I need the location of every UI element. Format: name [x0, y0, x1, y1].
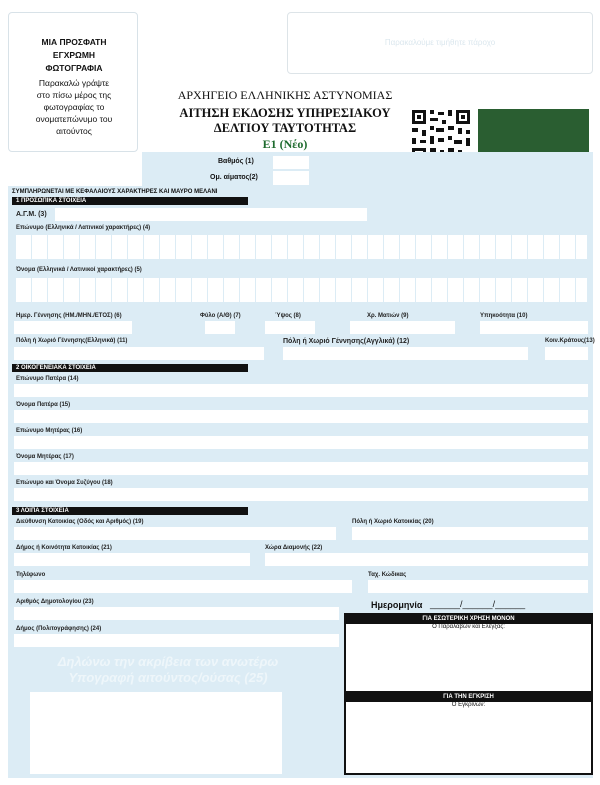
approval-heading: ΓΙΑ ΤΗΝ ΕΓΚΡΙΣΗ: [346, 693, 591, 702]
city-label: Πόλη ή Χωριό Κατοικίας (20): [352, 519, 434, 525]
height-label: Ύψος (8): [275, 313, 301, 319]
photo-title-line: ΦΩΤΟΓΡΑΦΙΑ: [45, 63, 103, 73]
photo-note-line: στο πίσω μέρος της: [36, 90, 112, 100]
mother-surname-label: Επώνυμο Μητέρας (16): [16, 428, 83, 434]
date-label: Ημερομηνία: [371, 600, 423, 610]
birthplace-greek-label: Πόλη ή Χωριό Γέννησης(Ελληνικά) (11): [16, 338, 128, 344]
surname-label: Επώνυμο (Ελληνικά / Λατινικοί χαρακτήρες) (4): [16, 225, 151, 231]
issuer-heading: ΑΡΧΗΓΕΙΟ ΕΛΛΗΝΙΚΗΣ ΑΣΤΥΝΟΜΙΑΣ: [177, 88, 393, 102]
phone-label: Τηλέφωνο: [16, 572, 46, 578]
postcode-label: Ταχ. Κώδικας: [368, 572, 407, 578]
approver-label: Ο Εγκρίνων:: [451, 702, 486, 708]
blood-type-field[interactable]: [273, 171, 309, 185]
section-heading-family: 2 ΟΙΚΟΓΕΝΕΙΑΚΑ ΣΤΟΙΧΕΙΑ: [12, 364, 248, 372]
surname-field[interactable]: [14, 234, 588, 260]
postcode-field[interactable]: [368, 580, 588, 593]
photo-title: [12, 36, 136, 75]
country-label: Χώρα Διαμονής (22): [265, 545, 323, 551]
spouse-field[interactable]: [14, 488, 588, 501]
eye-color-label: Χρ. Ματιών (9): [367, 313, 409, 319]
spouse-label: Επώνυμο και Όνομα Συζύγου (18): [16, 480, 113, 486]
instructions-note: ΣΥΜΠΛΗΡΩΝΕΤΑΙ ΜΕ ΚΕΦΑΛΑΙΟΥΣ ΧΑΡΑΚΤΗΡΕΣ ΚΑΙ ΜΑΥΡΟ ΜΕΛΑΝΙ: [12, 189, 218, 195]
birthplace-latin-field[interactable]: [283, 347, 528, 360]
photo-note-line: ονοματεπώνυμο του: [35, 114, 113, 124]
birthplace-greek-field[interactable]: [14, 347, 264, 360]
father-name-label: Όνομα Πατέρα (15): [16, 402, 71, 408]
eye-color-field[interactable]: [350, 321, 455, 334]
receiver-label: Ο Παραλαβών και Ελέγξας:: [432, 624, 505, 630]
height-field[interactable]: [265, 321, 315, 334]
registry-number-field[interactable]: [14, 607, 339, 620]
sex-label: Φύλο (Α/Θ) (7): [200, 313, 241, 319]
municipality-field[interactable]: [14, 553, 250, 566]
city-field[interactable]: [352, 527, 588, 540]
sex-field[interactable]: [205, 321, 235, 334]
mother-surname-field[interactable]: [14, 436, 588, 449]
father-surname-label: Επώνυμο Πατέρα (14): [16, 376, 79, 382]
citizenship-field[interactable]: [480, 321, 588, 334]
form-title: [140, 106, 430, 136]
phone-field[interactable]: [14, 580, 352, 593]
registry-number-label: Αριθμός Δημοτολογίου (23): [16, 599, 94, 605]
photo-note-line: Παρακαλώ γράψτε: [38, 78, 110, 88]
name-field[interactable]: [14, 277, 588, 303]
grade-label: Βαθμός (1): [218, 158, 254, 165]
father-name-field[interactable]: [14, 410, 588, 423]
grade-field[interactable]: [273, 156, 309, 169]
birthplace-latin-label: Πόλη ή Χωριό Γέννησης(Αγγλικά) (12): [283, 338, 410, 345]
father-surname-field[interactable]: [14, 384, 588, 397]
declaration-line: Δηλώνω την ακρίβεια των ανωτέρω: [57, 654, 279, 669]
photo-title-line: ΕΓΧΡΩΜΗ: [52, 50, 96, 60]
internal-use-heading: ΓΙΑ ΕΣΩΤΕΡΙΚΗ ΧΡΗΣΗ ΜΟΝΟΝ: [346, 615, 591, 624]
address-label: Διεύθυνση Κατοικίας (Οδός και Αριθμός) (19): [16, 519, 144, 525]
form-code: Ε1 (Νέο): [262, 137, 308, 151]
naturalization-municipality-label: Δήμος (Πολιτογράφησης) (24): [16, 626, 102, 632]
country-field[interactable]: [265, 553, 588, 566]
citizenship-label: Υπηκοότητα (10): [480, 313, 528, 319]
date-field[interactable]: ______/______/______: [430, 599, 526, 609]
state-code-label: Κοιν.Κράτους(13): [545, 338, 595, 344]
dob-field[interactable]: [14, 321, 132, 334]
form-title-line: ΑΙΤΗΣΗ ΕΚΔΟΣΗΣ ΥΠΗΡΕΣΙΑΚΟΥ: [179, 106, 391, 120]
blood-type-label: Ομ. αίματος(2): [210, 174, 258, 181]
municipality-label: Δήμος ή Κοινότητα Κατοικίας (21): [16, 545, 112, 551]
section-heading-other: 3 ΛΟΙΠΑ ΣΤΟΙΧΕΙΑ: [12, 507, 248, 515]
signature-caption: Υπογραφή αιτούντος/ούσας (25): [68, 670, 268, 685]
mother-name-field[interactable]: [14, 462, 588, 475]
office-stamp-text: Παρακαλούμε τιμήθητε πάροχο: [384, 38, 496, 47]
naturalization-municipality-field[interactable]: [14, 634, 339, 647]
photo-note: [12, 77, 136, 137]
dob-label: Ημερ. Γέννησης (ΗΜ./ΜΗΝ./ΕΤΟΣ) (6): [16, 313, 122, 319]
agm-field[interactable]: [55, 208, 367, 221]
name-label: Όνομα (Ελληνικά / Λατινικοί χαρακτήρες) (5): [16, 267, 142, 273]
section-heading-personal: 1 ΠΡΟΣΩΠΙΚΑ ΣΤΟΙΧΕΙΑ: [12, 197, 248, 205]
photo-note-line: φωτογραφίας το: [43, 102, 105, 112]
agm-label: Α.Γ.Μ. (3): [16, 211, 47, 218]
photo-title-line: ΜΙΑ ΠΡΟΣΦΑΤΗ: [41, 37, 107, 47]
address-field[interactable]: [14, 527, 336, 540]
declaration-text: [18, 654, 318, 686]
state-code-field[interactable]: [545, 347, 588, 360]
signature-field[interactable]: [30, 692, 282, 774]
form-title-line: ΔΕΛΤΙΟΥ ΤΑΥΤΟΤΗΤΑΣ: [213, 121, 357, 135]
top-panel: [142, 152, 593, 188]
photo-note-line: αιτούντος: [56, 126, 92, 136]
mother-name-label: Όνομα Μητέρας (17): [16, 454, 74, 460]
